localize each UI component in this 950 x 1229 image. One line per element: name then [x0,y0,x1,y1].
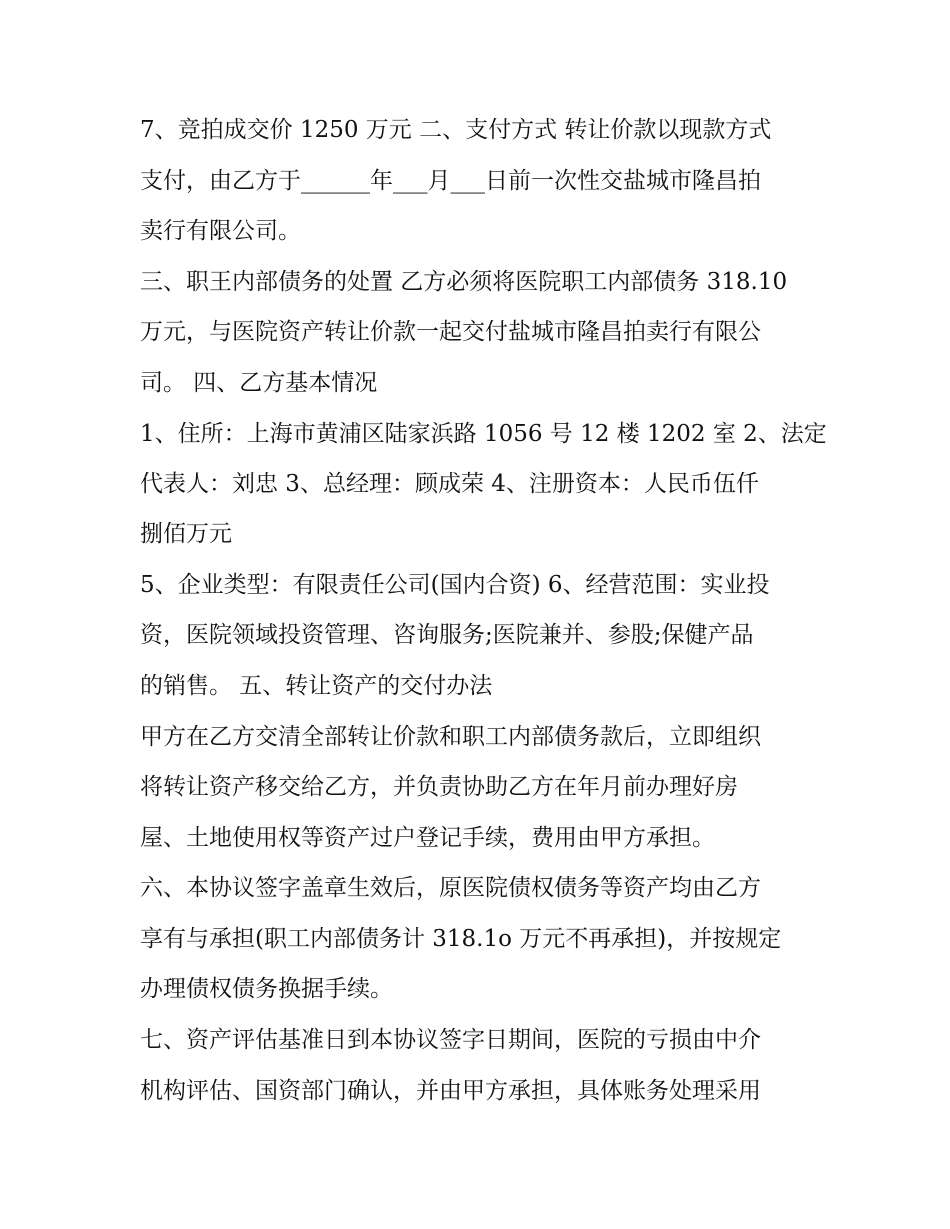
text-line: 资，医院领域投资管理、咨询服务;医院兼并、参股;保健产品 [140,622,754,648]
text-line: 万元，与医院资产转让价款一起交付盐城市隆昌拍卖行有限公 [140,319,761,345]
text-line: 5、企业类型：有限责任公司(国内合资) 6、经营范围：实业投 [140,572,770,598]
text-line: 1、住所：上海市黄浦区陆家浜路 1056 号 12 楼 1202 室 2、法定 [140,421,827,447]
text-line: 捌佰万元 [140,521,232,547]
text-line: 卖行有限公司。 [140,218,301,244]
text-line: 的销售。 五、转让资产的交付办法 [140,673,493,699]
text-line: 六、本协议签字盖章生效后，原医院债权债务等资产均由乙方 [140,875,761,901]
text-line: 司。 四、乙方基本情况 [140,370,378,396]
text-line: 支付，由乙方于______年___月___日前一次性交盐城市隆昌拍 [140,168,761,194]
text-line: 屋、土地使用权等资产过户登记手续，费用由甲方承担。 [140,825,715,851]
text-line: 七、资产评估基准日到本协议签字日期间，医院的亏损由中介 [140,1027,761,1053]
text-line: 甲方在乙方交清全部转让价款和职工内部债务款后，立即组织 [140,724,761,750]
text-line: 享有与承担(职工内部债务计 318.1o 万元不再承担)，并按规定 [140,926,782,952]
text-line: 7、竞拍成交价 1250 万元 二、支付方式 转让价款以现款方式 [140,117,772,143]
text-line: 办理债权债务换据手续。 [140,976,393,1002]
text-line: 代表人：刘忠 3、总经理：顾成荣 4、注册资本：人民币伍仟 [140,471,759,497]
text-line: 机构评估、国资部门确认，并由甲方承担，具体账务处理采用 [140,1078,761,1104]
text-line: 将转让资产移交给乙方，并负责协助乙方在年月前办理好房 [140,774,738,800]
text-line: 三、职王内部债务的处置 乙方必须将医院职工内部债务 318.10 [140,269,788,295]
